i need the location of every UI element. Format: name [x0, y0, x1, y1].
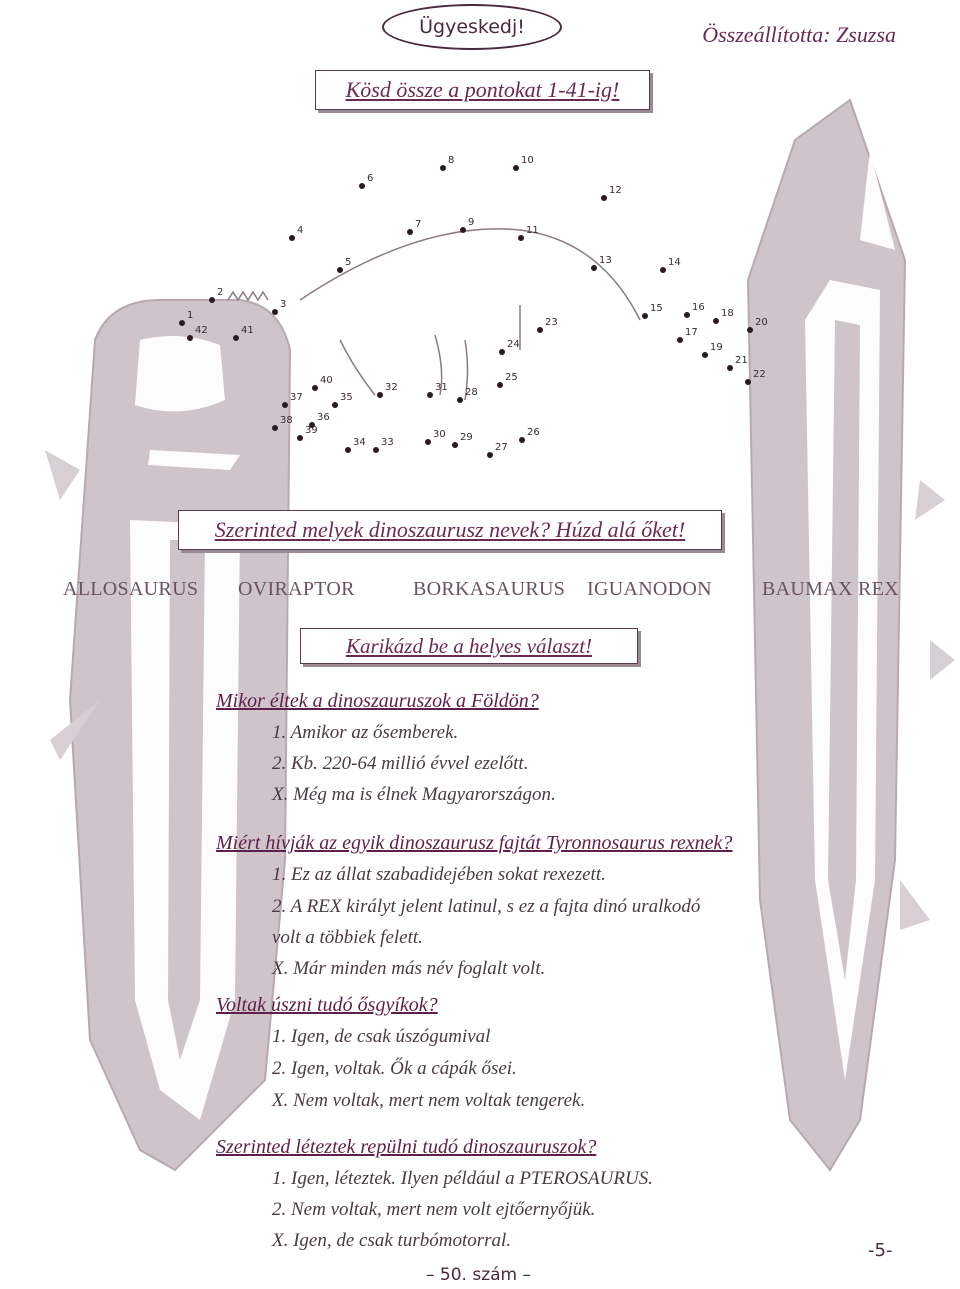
dot-label: 18 — [721, 308, 734, 319]
dot-1[interactable] — [179, 320, 185, 326]
dot-to-dot-puzzle — [0, 0, 960, 500]
dot-label: 13 — [599, 255, 612, 266]
dot-12[interactable] — [601, 195, 607, 201]
dot-label: 28 — [465, 387, 478, 398]
answer-option[interactable]: X. Még ma is élnek Magyarországon. — [272, 784, 556, 805]
dot-label: 17 — [685, 327, 698, 338]
dot-32[interactable] — [377, 392, 383, 398]
dot-3[interactable] — [272, 309, 278, 315]
dot-label: 7 — [415, 219, 422, 230]
dot-7[interactable] — [407, 229, 413, 235]
dot-24[interactable] — [499, 349, 505, 355]
dot-label: 16 — [692, 302, 705, 313]
dot-15[interactable] — [642, 313, 648, 319]
dino-name[interactable]: BAUMAX REX — [762, 578, 899, 600]
dot-6[interactable] — [359, 183, 365, 189]
dot-label: 33 — [381, 437, 394, 448]
answer-option[interactable]: 2. Kb. 220-64 millió évvel ezelőtt. — [272, 753, 529, 774]
dot-10[interactable] — [513, 165, 519, 171]
answer-option[interactable]: 1. Igen, léteztek. Ilyen például a PTEROSAURUS. — [272, 1168, 653, 1189]
task-circle-answer-title: Karikázd be a helyes választ! — [300, 628, 638, 664]
answer-option[interactable]: X. Nem voltak, mert nem voltak tengerek. — [272, 1090, 586, 1111]
dino-name[interactable]: ALLOSAURUS — [63, 578, 199, 600]
answer-option[interactable]: 2. Nem voltak, mert nem volt ejtőernyőjük. — [272, 1199, 596, 1220]
dot-label: 39 — [305, 425, 318, 436]
dino-name-list — [0, 578, 960, 608]
dino-name[interactable]: IGUANODON — [587, 578, 712, 600]
dot-30[interactable] — [425, 439, 431, 445]
dot-label: 15 — [650, 303, 663, 314]
dot-label: 20 — [755, 317, 768, 328]
dot-41[interactable] — [233, 335, 239, 341]
answer-option[interactable]: 2. Igen, voltak. Ők a cápák ősei. — [272, 1058, 517, 1079]
answer-option[interactable]: 1. Amikor az ősemberek. — [272, 722, 459, 743]
dot-label: 3 — [280, 299, 287, 310]
dot-label: 42 — [195, 325, 208, 336]
dot-21[interactable] — [727, 365, 733, 371]
dot-label: 5 — [345, 257, 352, 268]
dot-27[interactable] — [487, 452, 493, 458]
dot-2[interactable] — [209, 297, 215, 303]
dino-name[interactable]: BORKASAURUS — [413, 578, 566, 600]
dot-35[interactable] — [332, 402, 338, 408]
dot-14[interactable] — [660, 267, 666, 273]
dot-label: 35 — [340, 392, 353, 403]
dot-9[interactable] — [460, 227, 466, 233]
page-number: -5- — [868, 1240, 893, 1261]
dot-20[interactable] — [747, 327, 753, 333]
dot-31[interactable] — [427, 392, 433, 398]
dot-label: 21 — [735, 355, 748, 366]
dot-label: 37 — [290, 392, 303, 403]
dot-label: 4 — [297, 225, 304, 236]
dot-label: 25 — [505, 372, 518, 383]
dot-label: 22 — [753, 369, 766, 380]
dot-33[interactable] — [373, 447, 379, 453]
dot-23[interactable] — [537, 327, 543, 333]
dot-label: 14 — [668, 257, 681, 268]
question-4: Szerinted léteztek repülni tudó dinoszauruszok? — [216, 1136, 597, 1158]
dot-29[interactable] — [452, 442, 458, 448]
dot-39[interactable] — [297, 435, 303, 441]
dot-22[interactable] — [745, 379, 751, 385]
task-underline-names-title: Szerinted melyek dinoszaurusz nevek? Húzd alá őket! — [178, 510, 722, 550]
dot-label: 30 — [433, 429, 446, 440]
dot-11[interactable] — [518, 235, 524, 241]
dot-38[interactable] — [272, 425, 278, 431]
dot-4[interactable] — [289, 235, 295, 241]
dot-34[interactable] — [345, 447, 351, 453]
dot-label: 11 — [526, 225, 539, 236]
dot-label: 12 — [609, 185, 622, 196]
dot-42[interactable] — [187, 335, 193, 341]
answer-option[interactable]: 2. A REX királyt jelent latinul, s ez a fajta dinó uralkodó — [272, 896, 701, 917]
answer-option[interactable]: 1. Igen, de csak úszógumival — [272, 1026, 491, 1047]
dot-label: 2 — [217, 287, 224, 298]
dot-37[interactable] — [282, 402, 288, 408]
dot-label: 10 — [521, 155, 534, 166]
dot-label: 23 — [545, 317, 558, 328]
task-connect-dots-title: Kösd össze a pontokat 1-41-ig! — [315, 70, 650, 110]
dot-26[interactable] — [519, 437, 525, 443]
dot-label: 8 — [448, 155, 455, 166]
dot-13[interactable] — [591, 265, 597, 271]
dot-17[interactable] — [677, 337, 683, 343]
question-3: Voltak úszni tudó ősgyíkok? — [216, 994, 438, 1016]
dot-28[interactable] — [457, 397, 463, 403]
dot-40[interactable] — [312, 385, 318, 391]
dot-16[interactable] — [684, 312, 690, 318]
answer-option-continued: volt a többiek felett. — [272, 927, 423, 948]
answer-option[interactable]: X. Már minden más név foglalt volt. — [272, 958, 546, 979]
dot-label: 31 — [435, 382, 448, 393]
dot-label: 34 — [353, 437, 366, 448]
dot-label: 38 — [280, 415, 293, 426]
dino-name[interactable]: OVIRAPTOR — [238, 578, 355, 600]
answer-option[interactable]: 1. Ez az állat szabadidejében sokat rexezett. — [272, 864, 606, 885]
dot-label: 40 — [320, 375, 333, 386]
dot-label: 36 — [317, 412, 330, 423]
dot-label: 26 — [527, 427, 540, 438]
compiler-credit: Összeállította: Zsuzsa — [702, 22, 896, 47]
dot-label: 27 — [495, 442, 508, 453]
dot-8[interactable] — [440, 165, 446, 171]
answer-option[interactable]: X. Igen, de csak turbómotorral. — [272, 1230, 512, 1251]
dot-label: 6 — [367, 173, 374, 184]
dot-label: 24 — [507, 339, 520, 350]
dot-18[interactable] — [713, 318, 719, 324]
question-2: Miért hívják az egyik dinoszaurusz fajtát Tyronnosaurus rexnek? — [216, 832, 733, 854]
dot-label: 41 — [241, 325, 254, 336]
dot-label: 1 — [187, 310, 194, 321]
dot-25[interactable] — [497, 382, 503, 388]
dot-5[interactable] — [337, 267, 343, 273]
issue-number: – 50. szám – — [426, 1265, 532, 1285]
dot-label: 32 — [385, 382, 398, 393]
question-1: Mikor éltek a dinoszauruszok a Földön? — [216, 690, 539, 712]
dot-label: 29 — [460, 432, 473, 443]
dot-19[interactable] — [702, 352, 708, 358]
dot-label: 19 — [710, 342, 723, 353]
dot-label: 9 — [468, 217, 475, 228]
bubble-text: Ügyeskedj! — [419, 16, 525, 38]
